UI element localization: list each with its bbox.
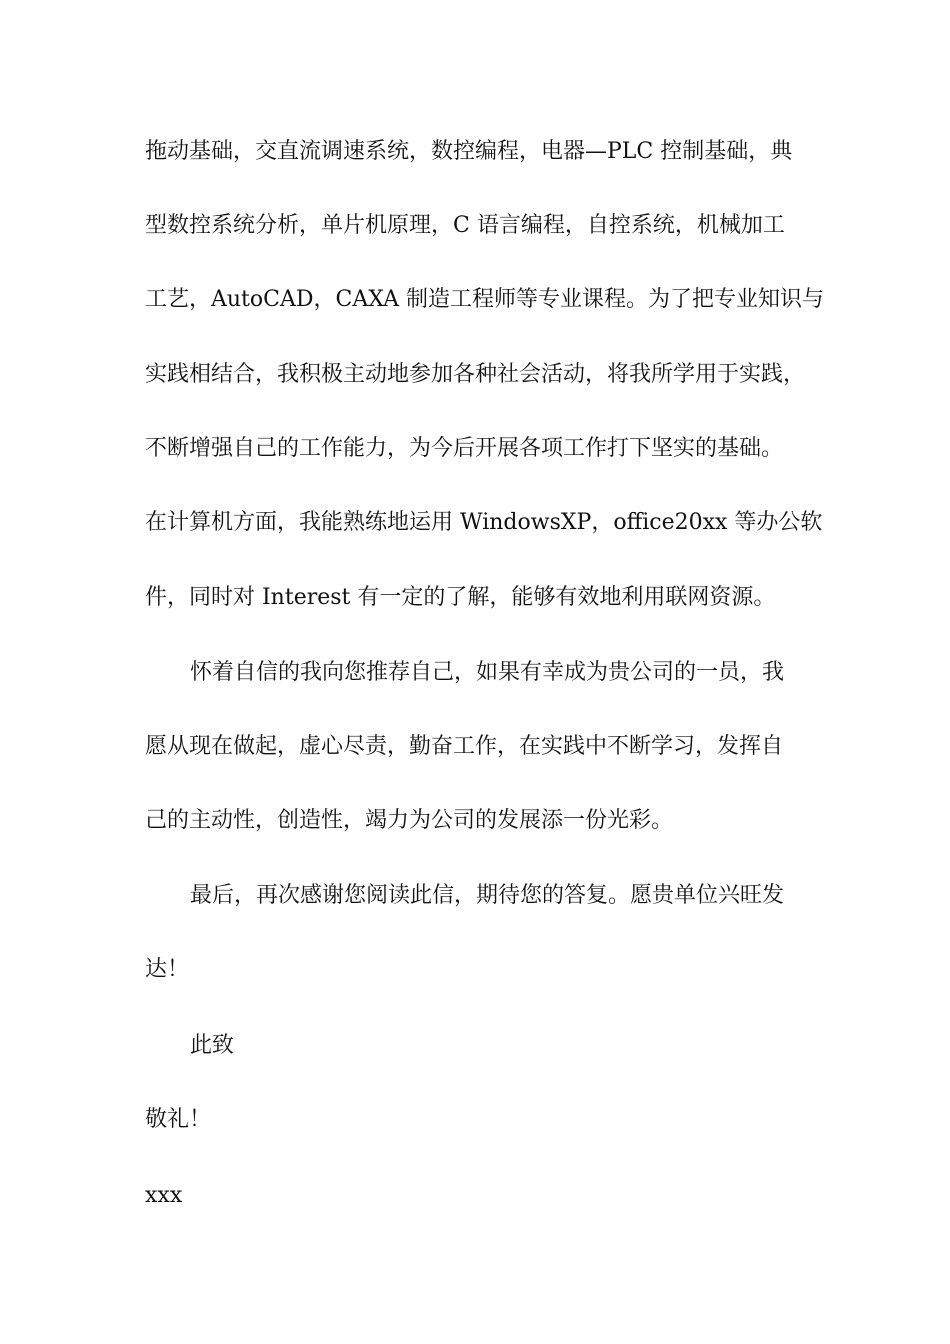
text-line: 不断增强自己的工作能力，为今后开展各项工作打下坚实的基础。 <box>145 436 784 461</box>
text-line: 工艺，AutoCAD，CAXA 制造工程师等专业课程。为了把专业知识与 <box>145 287 824 312</box>
signature-name: xxx <box>145 1183 183 1208</box>
text-line: 达！ <box>145 957 190 982</box>
text-line: 己的主动性，创造性，竭力为公司的发展添一份光彩。 <box>145 808 674 833</box>
text-line: 实践相结合，我积极主动地参加各种社会活动，将我所学用于实践， <box>145 362 806 387</box>
text-line: 愿从现在做起，虚心尽责，勤奋工作，在实践中不断学习，发挥自 <box>145 734 784 759</box>
text-line: 件，同时对 Interest 有一定的了解，能够有效地利用联网资源。 <box>145 585 776 610</box>
closing-salutation: 此致 <box>190 1033 235 1058</box>
text-line: 怀着自信的我向您推荐自己，如果有幸成为贵公司的一员，我 <box>190 660 785 685</box>
closing-regards: 敬礼！ <box>145 1107 212 1132</box>
text-line: 拖动基础，交直流调速系统，数控编程，电器—PLC 控制基础，典 <box>145 139 793 164</box>
text-line: 在计算机方面，我能熟练地运用 WindowsXP，office20xx 等办公软 <box>145 510 823 535</box>
text-line: 型数控系统分析，单片机原理，C 语言编程，自控系统，机械加工 <box>145 213 785 238</box>
text-line: 最后，再次感谢您阅读此信，期待您的答复。愿贵单位兴旺发 <box>190 883 785 908</box>
